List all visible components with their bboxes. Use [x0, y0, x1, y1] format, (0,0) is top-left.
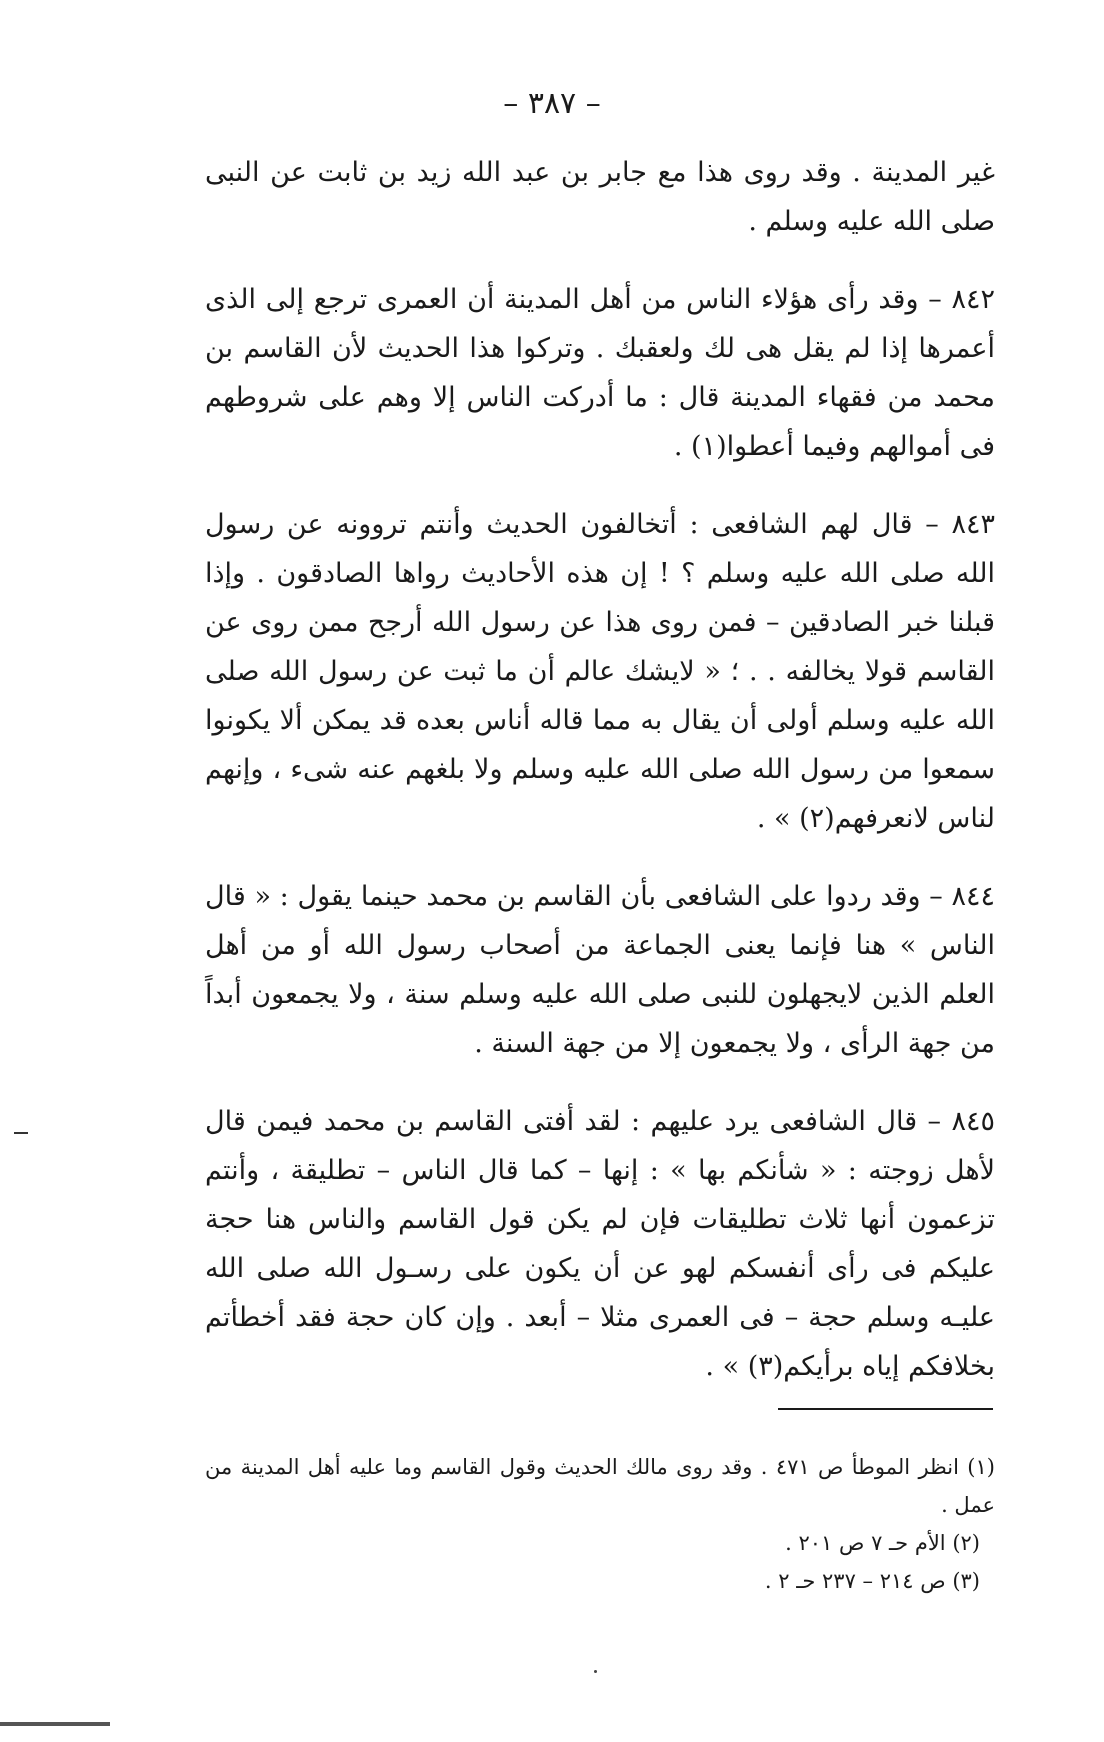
- footnote-3: (٣) ص ٢١٤ – ٢٣٧ حـ ٢ .: [764, 1569, 980, 1593]
- footnote-2: (٢) الأم حـ ٧ ص ٢٠١ .: [785, 1531, 980, 1555]
- paragraph-845: ٨٤٥ – قال الشافعى يرد عليهم : لقد أفتى القاسم بن محمد فيمن قال لأهل زوجته : « شأنكم بها » : إنها – كما قال الناس – تطليقة ، وأنتم تزعمون أنها ثلاث تطليقات فإن لم يكن قول القاسم والناس هنا حجة عليكم فى رأى أنفسكم لهو عن أن يكون على رسـول الله صلى الله عليـه وسلم حجة – فى العمرى مثلا – أبعد . وإن كان حجة فقد أخطأتم بخلافكم إياه برأيكم(٣) » .: [205, 1106, 995, 1382]
- footnote-1: (١) انظر الموطأ ص ٤٧١ . وقد روى مالك الحديث وقول القاسم وما عليه أهل المدينة من عمل .: [205, 1455, 995, 1517]
- paragraph-842: ٨٤٢ – وقد رأى هؤلاء الناس من أهل المدينة أن العمرى ترجع إلى الذى أعمرها إذا لم يقل هى لك ولعقبك . وتركوا هذا الحديث لأن القاسم بن محمد من فقهاء المدينة قال : ما أدركت الناس إلا وهم على شروطهم فى أموالهم وفيما أعطوا(١) .: [205, 284, 995, 462]
- paragraph-844: ٨٤٤ – وقد ردوا على الشافعى بأن القاسم بن محمد حينما يقول : « قال الناس » هنا فإنما يعنى الجماعة من أصحاب رسول الله أو من أهل العلم الذين لايجهلون للنبى صلى الله عليه وسلم سنة ، ولا يجمعون أبداً من جهة الرأى ، ولا يجمعون إلا من جهة السنة .: [205, 881, 995, 1059]
- scan-edge-mark: [0, 1722, 110, 1726]
- paragraph-continuation: غير المدينة . وقد روى هذا مع جابر بن عبد الله زيد بن ثابت عن النبى صلى الله عليه وسلم .: [205, 157, 995, 237]
- body-text: [205, 148, 995, 1420]
- scan-dot: [594, 1670, 597, 1673]
- margin-mark: [14, 1132, 28, 1134]
- footnotes: [205, 1448, 995, 1600]
- paragraph-843: ٨٤٣ – قال لهم الشافعى : أتخالفون الحديث وأنتم تروونه عن رسول الله صلى الله عليه وسلم ؟ ! إن هذه الأحاديث رواها الصادقون . وإذا قبلنا خبر الصادقين – فمن روى هذا عن رسول الله أرجح ممن روى عن القاسم قولا يخالفه . . ؛ « لايشك عالم أن ما ثبت عن رسول الله صلى الله عليه وسلم أولى أن يقال به مما قاله أناس بعده قد يمكن ألا يكونوا سمعوا من رسول الله صلى الله عليه وسلم ولا بلغهم عنه شىء ، وإنهم لناس لانعرفهم(٢) » .: [205, 509, 995, 834]
- footnote-separator: [778, 1408, 993, 1410]
- page-number: – ٣٨٧ –: [503, 86, 601, 121]
